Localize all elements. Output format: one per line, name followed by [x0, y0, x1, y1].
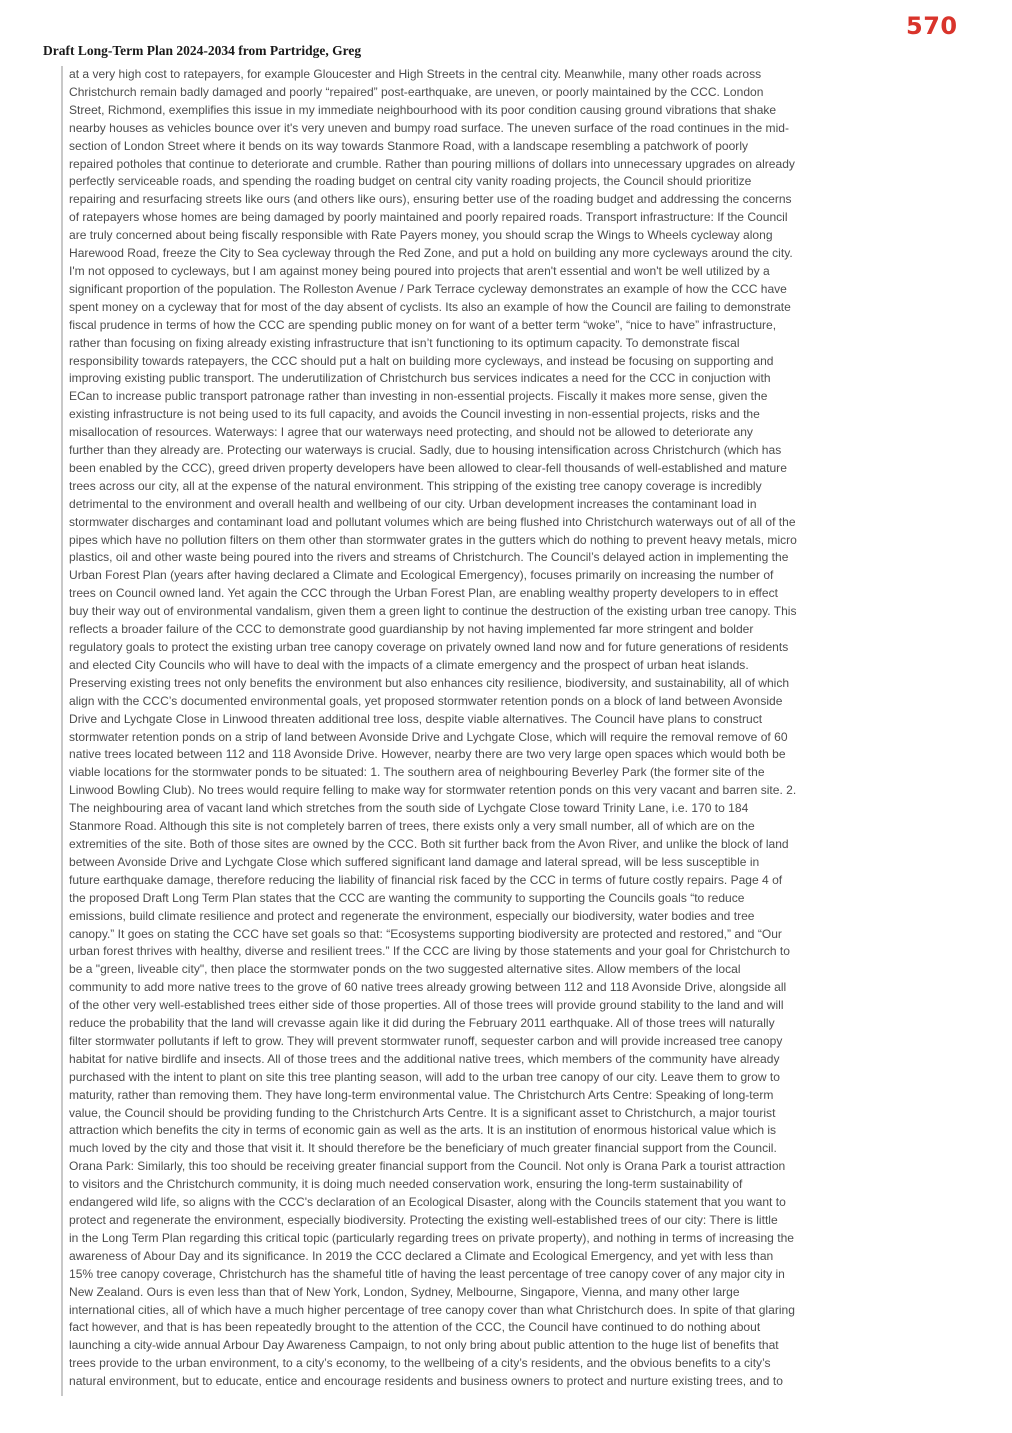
- page-number: 570: [906, 12, 958, 40]
- submission-body: [61, 66, 921, 1396]
- body-text: at a very high cost to ratepayers, for example Gloucester and High Streets in the central city. Meanwhile, many other roads across Christchurch remain badly damaged and poorly “repaired” post-earthquake, are uneven, or poorly maintained by the CCC. London Street, Richmond, exemplifies this issue in my immediate neighbourhood with its poor condition causing ground vibrations that shake nearby houses as vehicles bounce over it's very uneven and bumpy road surface. The uneven surface of the road continues in the mid- section of London Street where it bends on its way towards Stanmore Road, with a landscape resembling a patchwork of poorly repaired potholes that continue to deteriorate and crumble. Rather than pouring millions of dollars into unnecessary upgrades on already perfectly serviceable roads, and spending the roading budget on central city vanity roading projects, the Council should prioritize repairing and resurfacing streets like ours (and others like ours), ensuring better use of the roading budget and addressing the concerns of ratepayers whose homes are being damaged by poorly maintained and poorly repaired roads. Transport infrastructure: If the Council are truly concerned about being fiscally responsible with Rate Payers money, you should scrap the Wings to Wheels cycleway along Harewood Road, freeze the City to Sea cycleway through the Red Zone, and put a hold on building any more cycleways around the city. I'm not opposed to cycleways, but I am against money being poured into projects that aren't essential and won't be well utilized by a significant proportion of the population. The Rolleston Avenue / Park Terrace cycleway demonstrates an example of how the CCC have spent money on a cycleway that for most of the day absent of cyclists. Its also an example of how the Council are failing to demonstrate fiscal prudence in terms of how the CCC are spending public money on for want of a better term “woke”, “nice to have” infrastructure, rather than focusing on fixing already existing infrastructure that isn’t functioning to its optimum capacity. To demonstrate fiscal responsibility towards ratepayers, the CCC should put a halt on building more cycleways, and instead be focusing on supporting and improving existing public transport. The underutilization of Christchurch bus services indicates a need for the CCC in conjuction with ECan to increase public transport patronage rather than investing in non-essential projects. Fiscally it makes more sense, given the existing infrastructure is not being used to its full capacity, and avoids the Council investing in non-essential projects, risks and the misallocation of resources. Waterways: I agree that our waterways need protecting, and should not be allowed to deteriorate any further than they already are. Protecting our waterways is crucial. Sadly, due to housing intensification across Christchurch (which has been enabled by the CCC), greed driven property developers have been allowed to clear-fell thousands of well-established and mature trees across our city, all at the expense of the natural environment. This stripping of the existing tree canopy coverage is incredibly detrimental to the environment and overall health and wellbeing of our city. Urban development increases the contaminant load in stormwater discharges and contaminant load and pollutant volumes which are being flushed into Christchurch waterways out of all of the pipes which have no pollution filters on them other than stormwater grates in the gutters which do nothing to prevent heavy metals, micro plastics, oil and other waste being poured into the rivers and streams of Christchurch. The Council’s delayed action in implementing the Urban Forest Plan (years after having declared a Climate and Ecological Emergency), focuses primarily on increasing the number of trees on Council owned land. Yet again the CCC through the Urban Forest Plan, are enabling wealthy property developers to in effect buy their way out of environmental vandalism, given them a green light to continue the destruction of the existing urban tree canopy. This reflects a broader failure of the CCC to demonstrate good guardianship by not having implemented far more stringent and bolder regulatory goals to protect the existing urban tree canopy coverage on privately owned land now and for future generations of residents and elected City Councils who will have to deal with the impacts of a climate emergency and the prospect of urban heat islands. Preserving existing trees not only benefits the environment but also enhances city resilience, biodiversity, and sustainability, all of which align with the CCC’s documented environmental goals, yet proposed stormwater retention ponds on a block of land between Avonside Drive and Lychgate Close in Linwood threaten additional tree loss, despite viable alternatives. The Council have plans to construct stormwater retention ponds on a strip of land between Avonside Drive and Lychgate Close, which will require the removal remove of 60 native trees located between 112 and 118 Avonside Drive. However, nearby there are two very large open spaces which would both be viable locations for the stormwater ponds to be situated: 1. The southern area of neighbouring Beverley Park (the former site of the Linwood Bowling Club). No trees would require felling to make way for stormwater retention ponds on this very vacant and barren site. 2. The neighbouring area of vacant land which stretches from the south side of Lychgate Close toward Trinity Lane, i.e. 170 to 184 Stanmore Road. Although this site is not completely barren of trees, there exists only a very small number, all of which are on the extremities of the site. Both of those sites are owned by the CCC. Both sit further back from the Avon River, and unlike the block of land between Avonside Drive and Lychgate Close which suffered significant land damage and lateral spread, will be less susceptible in future earthquake damage, therefore reducing the liability of financial risk faced by the CCC in terms of future costly repairs. Page 4 of the proposed Draft Long Term Plan states that the CCC are wanting the community to supporting the Councils goals “to reduce emissions, build climate resilience and protect and regenerate the environment, especially our biodiversity, water bodies and tree canopy.” It goes on stating the CCC have set goals so that: “Ecosystems supporting biodiversity are protected and restored,” and “Our urban forest thrives with healthy, diverse and resilient trees.” If the CCC are living by those statements and your goal for Christchurch to be a "green, liveable city", then place the stormwater ponds on the two suggested alternative sites. Allow members of the local community to add more native trees to the grove of 60 native trees already growing between 112 and 118 Avonside Drive, alongside all of the other very well-established trees either side of those properties. All of those trees will provide ground stability to the land and will reduce the probability that the land will crevasse again like it did during the February 2011 earthquake. All of those trees will naturally filter stormwater pollutants if left to grow. They will prevent stormwater runoff, sequester carbon and will provide increased tree canopy habitat for native birdlife and insects. All of those trees and the additional native trees, which members of the community have already purchased with the intent to plant on site this tree planting season, will add to the urban tree canopy of our city. Leave them to grow to maturity, rather than removing them. They have long-term environmental value. The Christchurch Arts Centre: Speaking of long-term value, the Council should be providing funding to the Christchurch Arts Centre. It is a significant asset to Christchurch, a major tourist attraction which benefits the city in terms of economic gain as well as the arts. It is an institution of enormous historical value which is much loved by the city and those that visit it. It should therefore be the beneficiary of much greater financial support from the Council. Orana Park: Similarly, this too should be receiving greater financial support from the Council. Not only is Orana Park a tourist attraction to visitors and the Christchurch community, it is doing much needed conservation work, ensuring the long-term sustainability of endangered wild life, so aligns with the CCC's declaration of an Ecological Disaster, along with the Councils statement that you want to protect and regenerate the environment, especially biodiversity. Protecting the existing well-established trees of our city: There is little in the Long Term Plan regarding this critical topic (particularly regarding trees on private property), and nothing in terms of increasing the awareness of Abour Day and its significance. In 2019 the CCC declared a Climate and Ecological Emergency, and yet with less than 15% tree canopy coverage, Christchurch has the shameful title of having the least percentage of tree canopy cover of any major city in New Zealand. Ours is even less than that of New York, London, Sydney, Melbourne, Singapore, Vienna, and many other large international cities, all of which have a much higher percentage of tree canopy cover than what Christchurch does. In spite of that glaring fact however, and that is has been repeatedly brought to the attention of the CCC, the Council have continued to do nothing about launching a city-wide annual Arbour Day Awareness Campaign, to not only bring about public attention to the huge list of benefits that trees provide to the urban environment, to a city’s economy, to the wellbeing of a city’s residents, and the obvious benefits to a city’s natural environment, but to educate, entice and encourage residents and business owners to protect and nurture existing trees, and to: [69, 67, 797, 1389]
- document-header-title: Draft Long-Term Plan 2024-2034 from Partridge, Greg: [43, 43, 362, 58]
